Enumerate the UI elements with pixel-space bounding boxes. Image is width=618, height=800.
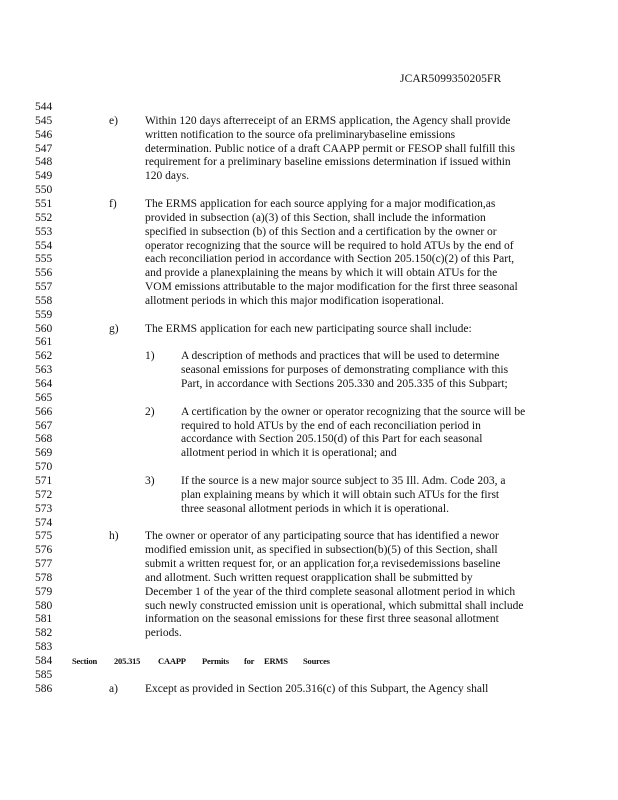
subsection-f-line: and provide a planexplaining the means by which it will obtain ATUs for the: [145, 267, 498, 280]
section-word: Section: [72, 656, 98, 666]
section-title-word: ERMS: [264, 656, 288, 666]
subsection-h-line: submit a written request for, or an application for,a revisedemissions baseline: [145, 558, 501, 571]
line-number: 568: [35, 433, 53, 446]
line-number: 564: [35, 378, 53, 390]
document-header: JCAR5099350205FR: [400, 73, 502, 85]
subsection-e-line: requirement for a preliminary baseline emissions determination if issued within: [145, 156, 511, 169]
item-2-label: 2): [145, 405, 155, 418]
line-number: 544: [35, 101, 53, 113]
line-number: 576: [35, 544, 53, 557]
subsection-e-line: determination. Public notice of a draft CAAPP permit or FESOP shall fulfill this: [145, 142, 515, 155]
line-number: 579: [35, 585, 53, 598]
item-3-line: If the source is a new major source subject to 35 Ill. Adm. Code 203, a: [181, 474, 506, 487]
subsection-f-line: allotment periods in which this major modification isoperational.: [145, 294, 444, 307]
line-number: 572: [35, 488, 53, 501]
subsection-h-line: The owner or operator of any participating source that has identified a newor: [145, 530, 499, 543]
line-number: 586: [35, 682, 53, 695]
line-number: 552: [35, 211, 53, 224]
line-number: 558: [35, 294, 53, 307]
section-number: 205.315: [114, 656, 141, 666]
line-number: 560: [35, 322, 53, 335]
subsection-h-line: and allotment. Such written request orapplication shall be submitted by: [145, 571, 473, 584]
subsection-f-line: The ERMS application for each source applying for a major modification,as: [145, 197, 496, 210]
section-title-word: Permits: [202, 656, 229, 666]
line-number: 566: [35, 405, 53, 418]
subsection-f-line: VOM emissions attributable to the major modification for the first three seasonal: [145, 281, 518, 294]
line-number: 556: [35, 267, 53, 280]
line-number: 583: [35, 641, 53, 654]
line-number: 574: [35, 516, 53, 529]
subsection-g-intro: The ERMS application for each new participating source shall include:: [145, 322, 472, 335]
section-title-word: Sources: [303, 656, 330, 666]
subsection-f-label: f): [109, 197, 117, 210]
subsection-f-line: provided in subsection (a)(3) of this Section, shall include the information: [145, 211, 486, 224]
line-number: 585: [35, 668, 53, 681]
subsection-h-label: h): [109, 530, 119, 543]
item-1-line: seasonal emissions for purposes of demonstrating compliance with this: [181, 364, 509, 377]
item-2-line: A certification by the owner or operator recognizing that the source will be: [181, 405, 526, 418]
subsection-h-line: modified emission unit, as specified in subsection(b)(5) of this Section, shall: [145, 544, 498, 557]
subsection-f-line: operator recognizing that the source will be required to hold ATUs by the end of: [145, 239, 514, 252]
line-number: 569: [35, 447, 53, 460]
subsection-h-line: such newly constructed emission unit is operational, which submittal shall include: [145, 599, 524, 612]
section-title-word: CAAPP: [158, 656, 186, 666]
line-number: 549: [35, 170, 53, 183]
subsection-h-line: information on the seasonal emissions for these first three seasonal allotment: [145, 613, 499, 626]
subsection-h-line: periods.: [145, 627, 182, 640]
subsection-f-line: specified in subsection (b) of this Section and a certification by the owner or: [145, 225, 497, 238]
line-number: 573: [35, 502, 53, 515]
item-2-line: required to hold ATUs by the end of each reconciliation period in: [181, 419, 481, 432]
line-number: 561: [35, 336, 53, 349]
line-number: 559: [35, 308, 53, 321]
subsection-a-label: a): [109, 682, 118, 695]
subsection-e-line: Within 120 days afterreceipt of an ERMS application, the Agency shall provide: [145, 114, 511, 127]
line-number: 582: [35, 627, 53, 640]
subsection-e-line: 120 days.: [145, 170, 190, 183]
line-number: 562: [35, 350, 53, 363]
item-3-line: three seasonal allotment periods in which it is operational.: [181, 502, 449, 515]
item-3-label: 3): [145, 474, 155, 487]
line-number: 578: [35, 571, 53, 584]
line-number: 545: [35, 114, 53, 127]
line-number: 546: [35, 128, 53, 141]
line-number: 563: [35, 364, 53, 377]
line-number: 555: [35, 253, 53, 266]
line-number: 551: [35, 197, 53, 210]
subsection-e-line: written notification to the source ofa preliminarybaseline emissions: [145, 128, 456, 141]
line-number: 581: [35, 613, 53, 626]
line-number: 548: [35, 156, 53, 169]
item-1-label: 1): [145, 350, 155, 363]
line-number: 570: [35, 461, 53, 474]
item-1-line: Part, in accordance with Sections 205.330 and 205.335 of this Subpart;: [181, 378, 508, 390]
subsection-e-label: e): [109, 114, 118, 127]
section-title-word: for: [244, 656, 255, 666]
line-number: 580: [35, 599, 53, 612]
line-number: 550: [35, 184, 53, 197]
subsection-g-label: g): [109, 322, 119, 335]
subsection-f-line: each reconciliation period in accordance with Section 205.150(c)(2) of this Part,: [145, 253, 515, 266]
subsection-h-line: December 1 of the year of the third complete seasonal allotment period in which: [145, 585, 516, 598]
line-number: 547: [35, 142, 53, 155]
line-number: 567: [35, 419, 53, 432]
item-2-line: accordance with Section 205.150(d) of this Part for each seasonal: [181, 433, 483, 446]
line-number: 584: [35, 655, 53, 667]
line-number: 557: [35, 281, 53, 294]
item-3-line: plan explaining means by which it will obtain such ATUs for the first: [181, 488, 500, 501]
line-number: 575: [35, 530, 53, 543]
line-number: 577: [35, 558, 53, 571]
subsection-a-line: Except as provided in Section 205.316(c) of this Subpart, the Agency shall: [145, 682, 489, 695]
line-number: 571: [35, 474, 53, 487]
line-number: 553: [35, 225, 53, 238]
line-number: 554: [35, 239, 53, 252]
item-2-line: allotment period in which it is operational; and: [181, 447, 397, 460]
line-number: 565: [35, 391, 53, 404]
item-1-line: A description of methods and practices that will be used to determine: [181, 350, 500, 363]
